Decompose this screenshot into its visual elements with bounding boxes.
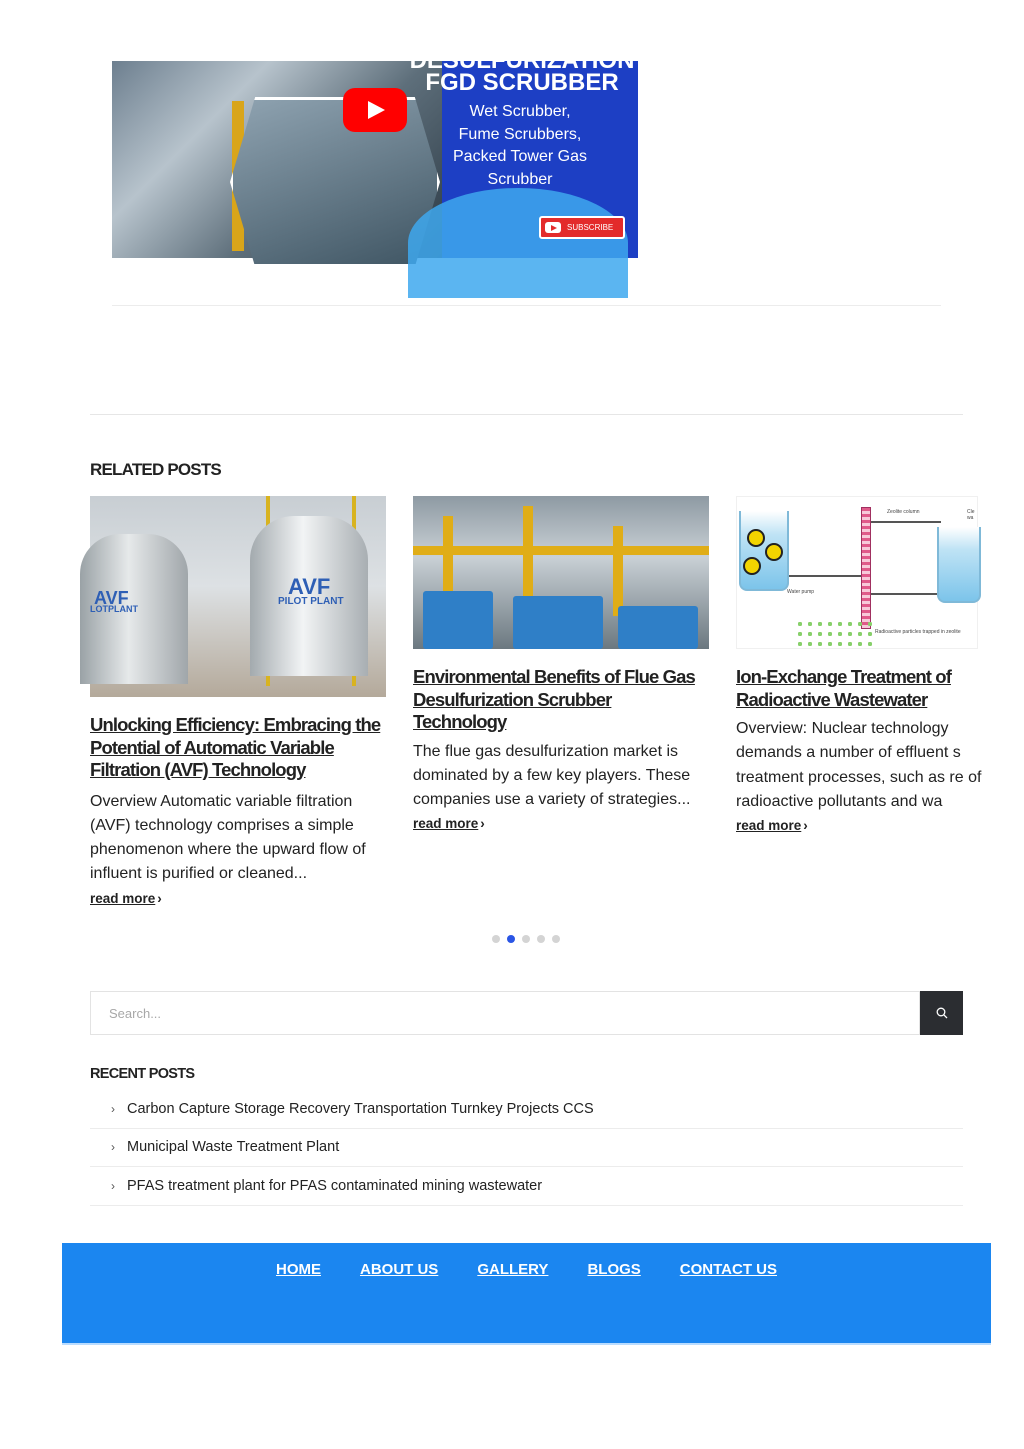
related-post-card <box>90 496 386 907</box>
carousel-dot-active[interactable] <box>507 935 515 943</box>
video-subtitle-line: Packed Tower Gas <box>453 148 587 165</box>
recent-posts-heading: RECENT POSTS <box>90 1066 195 1082</box>
footer-nav-home[interactable]: HOME <box>275 1261 321 1278</box>
divider <box>90 414 963 415</box>
diagram-label: Water pump <box>787 589 815 595</box>
youtube-play-icon[interactable] <box>343 88 407 132</box>
chevron-right-icon: › <box>111 1140 115 1155</box>
recent-post-link[interactable]: Carbon Capture Storage Recovery Transportation Turnkey Projects CCS <box>127 1100 594 1117</box>
read-more-link[interactable] <box>736 818 808 833</box>
post-excerpt: The flue gas desulfurization market is dominated by a few key players. These companies use a variety of strategies... <box>413 742 691 809</box>
recent-post-item[interactable] <box>90 1129 963 1168</box>
diagram-label: Cle wa <box>967 509 975 521</box>
divider <box>112 305 941 306</box>
post-title-link[interactable]: Unlocking Efficiency: Embracing the Potential of Automatic Variable Filtration (AVF) Technology <box>90 714 381 780</box>
chevron-right-icon: › <box>803 818 808 834</box>
video-subtitle-line: Scrubber <box>487 170 553 188</box>
video-title-top: DESULFURIZATION <box>409 47 635 74</box>
video-decor-blob <box>408 188 628 298</box>
chevron-right-icon: › <box>111 1178 115 1193</box>
thumb-label: AVF <box>94 588 129 608</box>
carousel-dot[interactable] <box>492 935 500 943</box>
search-icon <box>936 1007 948 1019</box>
footer-nav-gallery[interactable]: GALLERY <box>477 1261 549 1278</box>
post-excerpt: Overview Automatic variable filtration (AVF) technology comprises a simple phenomenon where the upward flow of influent is purified or cleaned... <box>90 792 366 883</box>
diagram-label: Zeolite column <box>887 509 920 515</box>
post-excerpt: Overview: Nuclear technology demands a number of effluent s treatment processes, such as re of radioactive pollutants and wa <box>736 720 982 810</box>
read-more-label: read more <box>413 816 479 832</box>
diagram-label: Radioactive particles trapped in zeolite <box>875 629 961 635</box>
chevron-right-icon: › <box>480 816 485 832</box>
subscribe-badge: SUBSCRIBE <box>539 216 625 239</box>
footer-nav-blogs[interactable]: BLOGS <box>587 1261 641 1278</box>
thumb-label: PILOT PLANT <box>278 596 344 607</box>
search-button[interactable] <box>920 991 963 1035</box>
video-embed[interactable] <box>112 47 638 258</box>
post-title-link[interactable]: Ion-Exchange Treatment of Radioactive Wastewater <box>736 666 951 710</box>
carousel-dot[interactable] <box>537 935 545 943</box>
chevron-right-icon: › <box>111 1101 115 1116</box>
related-posts-heading: RELATED POSTS <box>90 460 221 479</box>
video-subtitle <box>422 101 618 191</box>
footer-divider <box>62 1343 991 1345</box>
footer-nav-about-us[interactable]: ABOUT US <box>359 1261 439 1278</box>
search-input[interactable] <box>90 991 920 1035</box>
carousel-dot[interactable] <box>552 935 560 943</box>
recent-post-link[interactable]: Municipal Waste Treatment Plant <box>127 1139 340 1156</box>
footer-nav <box>62 1261 991 1278</box>
recent-posts-list <box>90 1090 963 1206</box>
video-subtitle-line: Fume Scrubbers, <box>458 125 582 143</box>
thumb-label: LOTPLANT <box>90 604 138 614</box>
carousel-dot[interactable] <box>522 935 530 943</box>
post-title-link[interactable]: Environmental Benefits of Flue Gas Desulfurization Scrubber Technology <box>413 666 695 732</box>
footer-nav-contact-us[interactable]: CONTACT US <box>679 1261 778 1278</box>
chevron-right-icon: › <box>157 890 162 906</box>
recent-post-link[interactable]: PFAS treatment plant for PFAS contaminated mining wastewater <box>127 1177 543 1194</box>
video-subtitle-line: Wet Scrubber, <box>469 103 571 120</box>
post-thumbnail[interactable] <box>736 496 978 649</box>
footer <box>62 1243 991 1343</box>
read-more-label: read more <box>90 890 156 906</box>
post-thumbnail[interactable] <box>413 496 709 649</box>
related-post-card <box>736 496 982 856</box>
carousel-pagination <box>492 935 560 943</box>
related-post-card <box>413 496 709 832</box>
read-more-link[interactable] <box>90 891 162 906</box>
recent-post-item[interactable] <box>90 1090 963 1129</box>
read-more-link[interactable] <box>413 816 485 831</box>
post-thumbnail[interactable] <box>90 496 386 697</box>
video-title: FGD SCRUBBER <box>425 69 619 96</box>
thumb-label: AVF <box>288 574 331 599</box>
read-more-label: read more <box>736 818 802 834</box>
recent-post-item[interactable] <box>90 1167 963 1206</box>
